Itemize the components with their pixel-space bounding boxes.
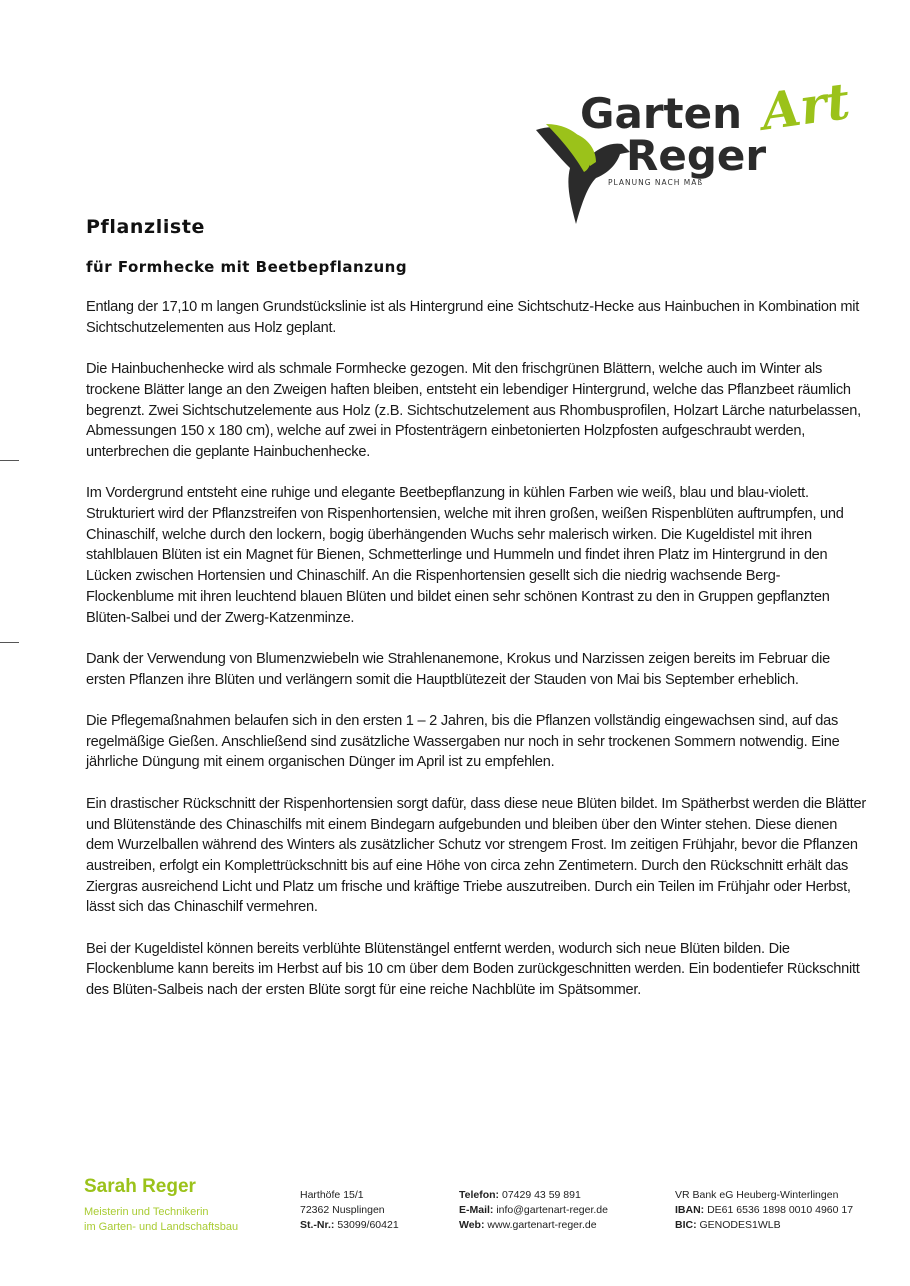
paragraph-bulbs: Dank der Verwendung von Blumenzwiebeln wie Strahlenanemone, Krokus und Narzissen zeigen bereits im Februar die ersten Pflanzen ihre Blüten und verlängern somit die Hauptblütezeit der Stauden von Mai bis September erheblich. — [86, 650, 830, 688]
paragraph-hedge: Die Hainbuchenhecke wird als schmale Formhecke gezogen. Mit den frischgrünen Blättern, welche auch im Winter als trockene Blätter lange an den Zweigen haften bleiben, entsteht ein lebendiger Hintergrund, welche das Pflanzbeet räumlich begrenzt. Zwei Sichtschutzelemente aus Holz (z.B. Sichtschutzelement aus Rhombusprofilen, Holzart Lärche naturbelassen, Abmessungen 150 x 180 cm), welche auf zwei in Pfostenträgern einbetonierten Holzpfosten aufgeschraubt werden, unterbrechen die geplante Hainbuchenhecke. — [86, 361, 861, 460]
footer-name: Sarah Reger — [84, 1176, 196, 1197]
document-body — [86, 297, 866, 1022]
web-label: Web: — [459, 1219, 485, 1231]
phone-label: Telefon: — [459, 1189, 500, 1201]
iban — [675, 1203, 853, 1218]
tax-number — [300, 1218, 399, 1233]
email-link[interactable]: info@gartenart-reger.de — [493, 1204, 608, 1216]
bic-label: BIC: — [675, 1219, 697, 1231]
footer-bank — [675, 1188, 853, 1233]
paragraph-perennials: Bei der Kugeldistel können bereits verblühte Blütenstängel entfernt werden, wodurch sich neue Blüten bilden. Die Flockenblume kann bereits im Herbst auf bis 10 cm über dem Boden zurückgeschnitten werden. Ein bodentiefer Rückschnitt des Blüten-Salbeis nach der ersten Blüte sorgt für eine reiche Nachblüte im Spätsommer. — [86, 940, 860, 999]
paragraph-pruning: Ein drastischer Rückschnitt der Rispenhortensien sorgt dafür, dass diese neue Blüten bildet. Im Spätherbst werden die Blätter und Blütenstände des Chinaschilfs mit einem Bindegarn aufgebunden und bleiben über den Winter stehen. Diese dienen dem Wurzelballen während des Winters als zusätzlicher Schutz vor strengem Frost. Im zeitigen Frühjahr, bevor die Pflanzen austreiben, erfolgt ein Komplettrückschnitt bis auf eine Höhe von circa zehn Zentimetern. Durch den Rückschnitt erhält das Ziergras ausreichend Licht und Platz um frische und kräftige Triebe auszutreiben. Durch ein Teilen im Frühjahr oder Herbst, lässt sich das Chinaschilf vermehren. — [86, 795, 866, 916]
tax-label: St.-Nr.: — [300, 1219, 335, 1231]
paragraph-care: Die Pflegemaßnahmen belaufen sich in den ersten 1 – 2 Jahren, bis die Pflanzen vollständig eingewachsen sind, auf das regelmäßige Gießen. Anschließend sind zusätzliche Wassergaben nur noch in sehr trockenen Sommern notwendig. Eine jährliche Düngung mit einem organischen Dünger im April ist zu empfehlen. — [86, 713, 840, 771]
paragraph-intro: Entlang der 17,10 m langen Grundstückslinie ist als Hintergrund eine Sichtschutz-Hecke aus Hainbuchen in Kombination mit Sichtschutzelementen aus Holz geplant. — [86, 299, 860, 336]
footer-contact — [459, 1188, 608, 1233]
letterhead-footer — [0, 1170, 910, 1240]
iban-label: IBAN: — [675, 1204, 705, 1216]
bird-leaf-logo-icon — [530, 62, 865, 230]
bic-value: GENODES1WLB — [696, 1219, 781, 1231]
svg-text:Reger: Reger — [626, 131, 767, 180]
svg-text:Garten: Garten — [580, 89, 742, 138]
footer-role-line2: im Garten- und Landschaftsbau — [84, 1221, 239, 1233]
phone — [459, 1188, 608, 1203]
bank-name: VR Bank eG Heuberg-Winterlingen — [675, 1189, 839, 1201]
company-logo — [530, 62, 865, 230]
fold-mark-top — [0, 460, 19, 461]
tax-value: 53099/60421 — [334, 1219, 399, 1231]
svg-text:PLANUNG NACH MAß: PLANUNG NACH MAß — [608, 178, 704, 187]
phone-value: 07429 43 59 891 — [499, 1189, 581, 1201]
bic — [675, 1218, 853, 1233]
web — [459, 1218, 608, 1233]
email-label: E-Mail: — [459, 1204, 494, 1216]
fold-mark-bottom — [0, 642, 19, 643]
footer-role — [84, 1205, 238, 1235]
document-title: Pflanzliste — [86, 216, 206, 238]
address-city: 72362 Nusplingen — [300, 1204, 385, 1216]
footer-role-line1: Meisterin und Technikerin — [84, 1206, 209, 1218]
address-street: Harthöfe 15/1 — [300, 1189, 364, 1201]
iban-value: DE61 6536 1898 0010 4960 17 — [704, 1204, 854, 1216]
document-subtitle: für Formhecke mit Beetbepflanzung — [86, 258, 408, 276]
web-link[interactable]: www.gartenart-reger.de — [484, 1219, 597, 1231]
footer-address — [300, 1188, 399, 1233]
email — [459, 1203, 608, 1218]
paragraph-foreground: Im Vordergrund entsteht eine ruhige und elegante Beetbepflanzung in kühlen Farben wie weiß, blau und blau-violett. Strukturiert wird der Pflanzstreifen von Rispenhortensien, welche mit ihren großen, weißen Rispenblüten auftrumpfen, und Chinaschilf, welche durch den lockern, bogig überhängenden Wuchs sehr malerisch wirken. Die Kugeldistel mit ihren stahlblauen Blüten ist ein Magnet für Bienen, Schmetterlinge und Hummeln und findet ihren Platz im Hintergrund in den Lücken zwischen Hortensien und Chinaschilf. An die Rispenhortensien gesellt sich die niedrig wachsende Berg-Flockenblume mit ihren leuchtend blauen Blüten und bildet einen sehr schönen Kontrast zu den in Gruppen gepflanzten Blüten-Salbei und der Zwerg-Katzenminze. — [86, 485, 844, 626]
svg-text:Art: Art — [757, 70, 854, 142]
